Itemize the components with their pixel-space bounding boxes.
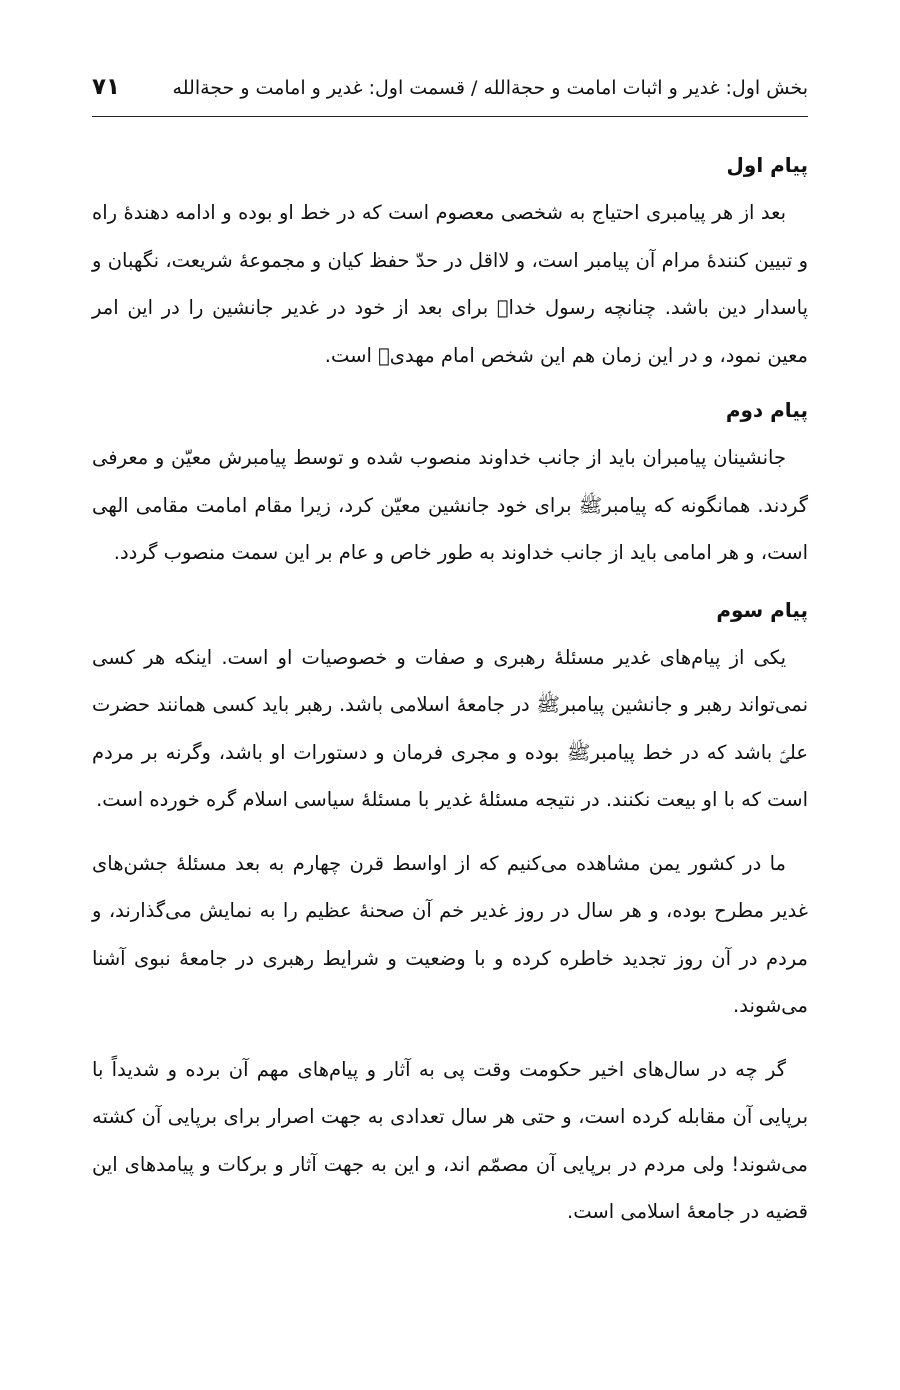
- running-title: بخش اول: غدیر و اثبات امامت و حجةالله / قسمت اول: غدیر و امامت و حجةالله: [172, 77, 808, 99]
- paragraph: جانشینان پیامبران باید از جانب خداوند منصوب شده و توسط پیامبرش معیّن و معرفی گردند. همانگونه که پیامبرﷺ برای خود جانشین معیّن کرد، زیرا مقام امامت مقامی الهی است، و هر امامی باید از جانب خداوند به طور خاص و عام بر این سمت منصوب گردد.: [92, 446, 808, 564]
- header-rule: [92, 116, 808, 117]
- section-title-third-message: پیام سوم: [716, 597, 808, 622]
- running-header: [92, 72, 808, 103]
- page-number: ٧١: [92, 74, 121, 100]
- paragraph: بعد از هر پیامبری احتیاج به شخصی معصوم است که در خط او بوده و ادامه دهندهٔ راه و تبیین کنندهٔ مرام آن پیامبر است، و لااقل در حدّ حفظ کیان و مجموعهٔ شریعت، نگهبان و پاسدار دین باشد. چنانچه رسول خداﷺ برای بعد از خود در غدیر جانشین را در این امر معین نمود، و در این زمان هم این شخص امام مهدیؑ است.: [92, 201, 808, 367]
- page-body: [92, 142, 808, 1236]
- section-title-second-message: پیام دوم: [725, 398, 808, 422]
- paragraph: گر چه در سال‌های اخیر حکومت وقت پی به آثار و پیام‌های مهم آن برده و شدیداً با برپایی آن مقابله کرده است، و حتی هر سال تعدادی به جهت اصرار برای برپایی آن کشته می‌شوند! ولی مردم در برپایی آن مصمّم اند، و این به جهت آثار و برکات و پیامدهای این قضیه در جامعهٔ اسلامی است.: [92, 1057, 808, 1223]
- section-title-first-message: پیام اول: [726, 153, 808, 177]
- paragraph: ما در کشور یمن مشاهده می‌کنیم که از اواسط قرن چهارم به بعد مسئلهٔ جشن‌های غدیر مطرح بوده، و هر سال در روز غدیر خم آن صحنهٔ عظیم را به نمایش می‌گذارند، و مردم در آن روز تجدید خاطره کرده و با وضعیت و شرایط رهبری در جامعهٔ نبوی آشنا می‌شوند.: [92, 851, 808, 1017]
- paragraph: یکی از پیام‌های غدیر مسئلهٔ رهبری و صفات و خصوصیات او است. اینکه هر کسی نمی‌تواند رهبر و جانشین پیامبرﷺ در جامعهٔ اسلامی باشد. رهبر باید کسی همانند حضرت علیؑ باشد که در خط پیامبرﷺ بوده و مجری فرمان و دستورات او باشد، وگرنه بر مردم است که با او بیعت نکنند. در نتیجه مسئلهٔ غدیر با مسئلهٔ سیاسی اسلام گره خورده است.: [92, 645, 808, 811]
